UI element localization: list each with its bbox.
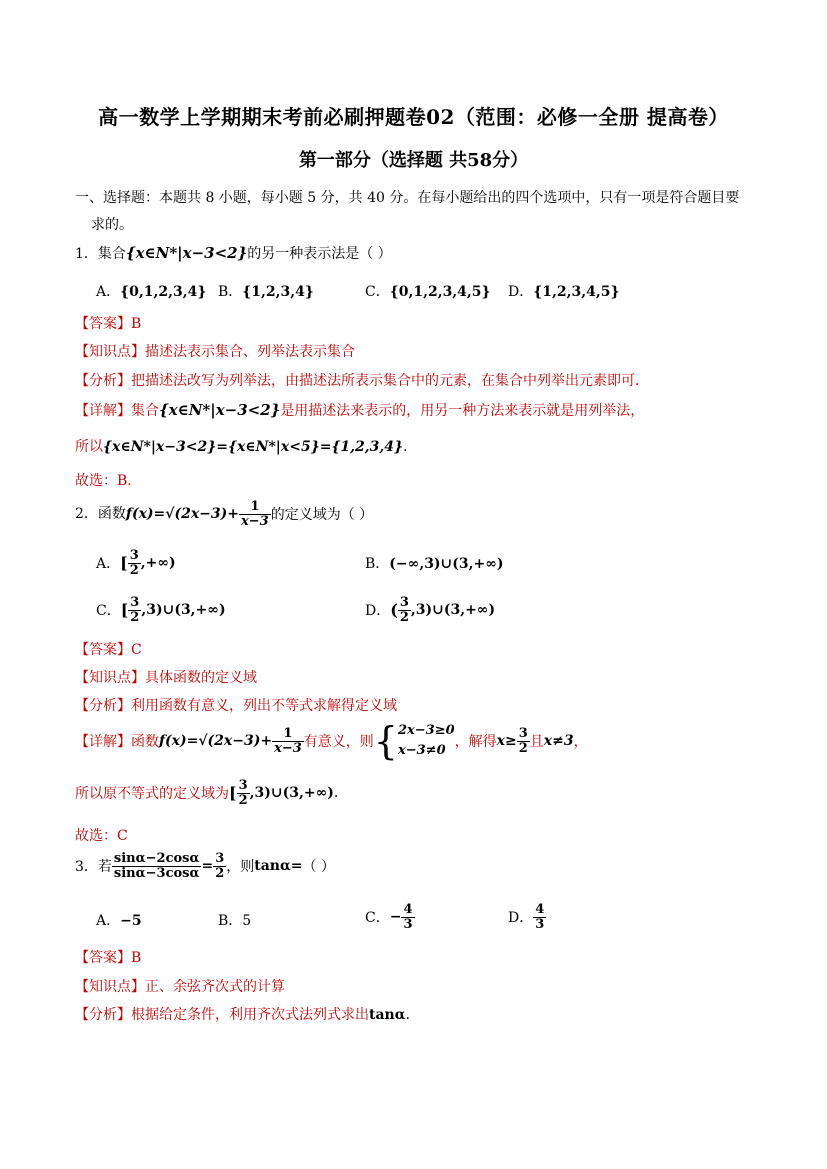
q2-option-b[interactable] [365,553,504,573]
q3-option-b-value: 5 [242,913,252,929]
q2-detail-a: 函数 [131,734,159,750]
q3-analysis-text: 根据给定条件，利用齐次式法列式求出 [131,1007,369,1023]
q1-detail-set: {x∈N*|x−3<2} [159,401,281,419]
q3-rhs-frac [213,852,226,880]
q1-option-a[interactable] [96,281,206,301]
q2-detail-x: x≥ [496,733,517,749]
q1-analysis-text: 把描述法改写为列举法，由描述法所表示集合中的元素，在集合中列举出元素即可． [131,373,649,389]
q3-option-b-label: B． [218,913,243,929]
paper-title: 高一数学上学期期末考前必刷押题卷02（范围：必修一全册 提高卷） [98,105,729,129]
q2-option-d-post: ,3)∪(3,+∞) [410,602,496,619]
q1-set: {x∈N*|x−3<2} [125,244,248,262]
q1-option-a-value: {0,1,2,3,4} [120,284,207,300]
q3-option-c-frac [401,903,414,931]
q1-detail2 [75,436,407,456]
q1-option-b[interactable] [218,281,314,301]
q3-option-d[interactable] [508,903,546,931]
q2-frac-num: 1 [239,500,271,515]
q2-option-c-num: 3 [130,595,140,610]
q3-rhs-den: 2 [215,865,225,881]
q2-prefix: 2．函数 [75,506,126,523]
q1-detail2-a: 所以 [75,439,103,455]
q3-suffix: （ ） [302,859,335,876]
q1-detail [75,400,644,420]
q3-answer: 【答案】B [75,950,142,966]
q1-choose: 故选：B. [75,473,132,489]
q2-system-brace: { [373,719,398,763]
q1-answer: 【答案】B [75,316,142,332]
q2-detail2-num: 3 [238,778,248,793]
q3-analysis-label: 【分析】 [75,1007,131,1023]
q2-detail2-dot: . [333,785,339,802]
q2-option-a[interactable] [96,549,176,577]
q2-option-d-label: D． [365,603,391,620]
section-instructions-line1: 一、选择题：本题共 8 小题，每小题 5 分，共 40 分。在每小题给出的四个选项中，只有一项是符合题目要 [75,190,740,206]
q2-detail2-a: 所以原不等式的定义域为 [75,786,229,803]
q1-analysis [75,370,649,390]
q2-option-a-num: 3 [129,548,139,563]
q1-detail-a: 集合 [131,403,159,419]
q1-option-c-label: C． [365,284,390,300]
q3-analysis [75,1004,410,1024]
q1-option-a-label: A． [96,284,121,300]
q3-option-d-frac [533,903,546,931]
q2-analysis [75,695,397,715]
q2-option-c-frac [128,596,141,624]
q1-detail-label: 【详解】 [75,403,131,419]
q3-option-d-num: 4 [535,902,545,917]
q3-eq: = [201,858,214,875]
q2-suffix: 的定义域为（ ） [270,507,374,524]
q1-option-d[interactable] [508,281,619,301]
q1-detail-b: 是用描述法来表示的，用另一种方法来表示就是用列举法， [280,403,645,419]
q1-option-b-label: B． [218,284,243,300]
q3-stem [75,852,335,880]
q2-option-d-num: 3 [399,595,409,610]
q3-option-a-label: A． [96,913,121,929]
q3-knowledge [75,976,285,996]
q2-detail-d: 且 [529,734,544,750]
q3-option-b[interactable] [218,910,251,930]
q3-option-d-label: D． [508,910,534,927]
q2-knowledge [75,667,257,687]
q2-detail2-frac [237,779,250,807]
q2-detail2-post: ,3)∪(3,+∞) [249,785,334,802]
q2-option-d-frac [398,596,411,624]
q2-detail-frac-num: 1 [272,727,304,742]
q2-detail2-den: 2 [238,792,248,808]
q2-answer: 【答案】C [75,642,142,658]
q3-option-c-sign: − [389,909,402,926]
q1-option-d-label: D． [508,284,534,300]
q2-detail2 [75,779,338,807]
q2-option-c-label: C． [96,603,121,620]
q2-option-b-value: (−∞,3)∪(3,+∞) [389,556,504,572]
q2-detail2-pre: [ [229,783,237,803]
q1-detail2-dot: . [403,439,408,455]
q2-option-c-pre: [ [120,600,129,620]
q2-func-fraction [239,500,271,528]
q2-knowledge-text: 具体函数的定义域 [145,670,257,686]
q2-func: f(x)=√(2x−3)+ [125,506,240,523]
q2-detail-x-num: 3 [518,725,528,741]
q3-option-c-num: 4 [403,902,413,917]
q2-detail-c: ，解得 [454,734,497,750]
q2-frac-den: x−3 [241,513,269,529]
q1-option-b-value: {1,2,3,4} [242,284,314,300]
q3-frac-den: sinα−3cosα [113,865,200,881]
q2-option-c-den: 2 [130,609,140,625]
q3-knowledge-label: 【知识点】 [75,979,145,995]
q2-detail-frac-den: x−3 [274,740,302,756]
q2-option-c[interactable] [96,596,226,624]
q3-analysis-tan: tanα [369,1007,406,1023]
q3-option-a[interactable] [96,910,142,930]
q1-suffix: 的另一种表示法是（ ） [247,246,392,262]
q3-option-c-label: C． [365,910,390,927]
q3-rhs-num: 3 [215,851,225,866]
q3-option-a-value: −5 [120,913,142,929]
q1-stem [75,243,392,263]
q2-option-a-post: ,+∞) [140,555,176,572]
q2-analysis-text: 利用函数有意义，列出不等式求解得定义域 [131,698,397,714]
q2-choose: 故选：C [75,828,128,844]
q1-knowledge-label: 【知识点】 [75,344,145,360]
q2-detail-neq: x≠3 [543,733,574,749]
q3-mid: ，则 [226,859,255,876]
q1-detail2-expr: {x∈N*|x−3<2}={x∈N*|x<5}={1,2,3,4} [103,439,404,455]
q2-option-c-post: ,3)∪(3,+∞) [141,602,226,619]
q3-option-d-den: 3 [535,916,545,932]
q2-system-line1: 2x−3≥0 [397,723,455,738]
q3-option-c-den: 3 [403,916,413,932]
q3-frac-num: sinα−2cosα [113,851,200,866]
q2-option-d-den: 2 [399,609,409,625]
q2-stem [75,500,373,528]
q1-knowledge [75,341,355,361]
q1-analysis-label: 【分析】 [75,373,131,389]
q2-detail-frac [272,727,304,755]
q2-system [398,721,455,761]
q2-detail-x-den: 2 [518,740,528,756]
q2-option-d-pre: ( [390,600,398,620]
q2-analysis-label: 【分析】 [75,698,131,714]
q3-fraction [112,852,202,880]
q2-detail [75,721,588,761]
q3-knowledge-text: 正、余弦齐次式的计算 [145,979,285,995]
q1-knowledge-text: 描述法表示集合、列举法表示集合 [145,344,355,360]
q2-option-a-label: A． [96,556,121,573]
q2-option-a-pre: [ [120,553,128,573]
q2-system-line2: x−3≠0 [397,743,446,758]
q2-detail-e: ， [573,734,588,750]
q2-option-a-den: 2 [129,562,139,578]
q2-knowledge-label: 【知识点】 [75,670,145,686]
q3-option-c[interactable] [365,903,415,931]
q1-option-d-value: {1,2,3,4,5} [533,284,620,300]
q2-detail-x-frac [517,727,530,755]
q2-detail-func: f(x)=√(2x−3)+ [159,733,273,749]
section-subtitle: 第一部分（选择题 共58分） [298,150,529,171]
q2-detail-b: 有意义，则 [303,734,374,750]
q3-analysis-dot: . [405,1007,410,1023]
q2-option-d[interactable] [365,596,495,624]
q2-option-a-frac [128,549,141,577]
q2-detail-label: 【详解】 [75,734,131,750]
q3-prefix: 3．若 [75,859,112,876]
q3-tan: tanα= [254,858,303,875]
q1-prefix: 1．集合 [75,246,126,262]
q1-option-c-value: {0,1,2,3,4,5} [389,284,491,300]
q2-option-b-label: B． [365,556,390,572]
q1-option-c[interactable] [365,281,491,301]
section-instructions-line2: 求的。 [91,217,133,233]
